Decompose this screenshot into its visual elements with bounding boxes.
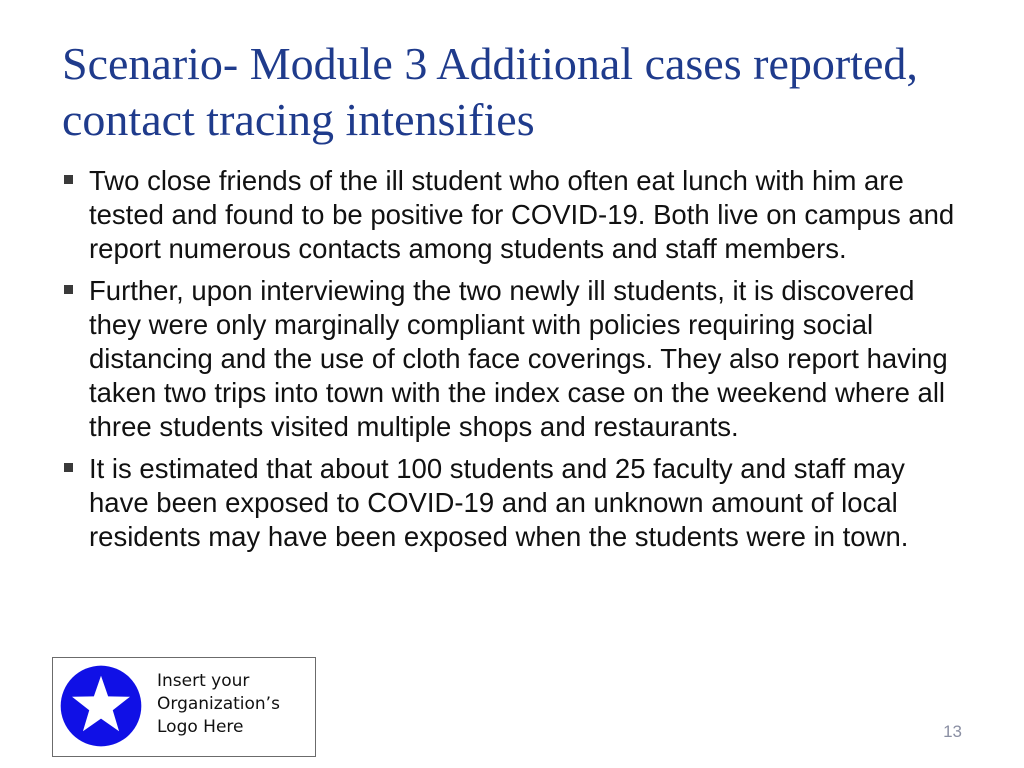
bullet-list xyxy=(62,164,972,562)
logo-caption xyxy=(157,670,307,739)
star-badge-icon xyxy=(59,664,143,748)
bullet-item xyxy=(62,452,972,554)
square-bullet-icon xyxy=(64,175,73,184)
logo-placeholder xyxy=(52,657,316,757)
bullet-item xyxy=(62,274,972,444)
bullet-text: Two close friends of the ill student who often eat lunch with him are tested and found to be positive for COVID-19. Both live on campus and report numerous contacts among students and staff members. xyxy=(89,165,955,264)
square-bullet-icon xyxy=(64,285,73,294)
bullet-text: It is estimated that about 100 students and 25 faculty and staff may have been exposed to COVID-19 and an unknown amount of local residents may have been exposed when the students were in town. xyxy=(89,453,909,552)
slide-title: Scenario- Module 3 Additional cases reported, contact tracing intensifies xyxy=(62,38,918,145)
page-number: 13 xyxy=(943,722,962,741)
logo-caption-line: Insert your xyxy=(157,671,250,691)
logo-caption-line: Organization’s xyxy=(157,694,280,714)
bullet-text: Further, upon interviewing the two newly ill students, it is discovered they were only marginally compliant with policies requiring social distancing and the use of cloth face coverings. They also report having taken two trips into town with the index case on the weekend where all three students visited multiple shops and restaurants. xyxy=(89,275,948,442)
logo-caption-line: Logo Here xyxy=(157,717,244,737)
square-bullet-icon xyxy=(64,463,73,472)
bullet-item xyxy=(62,164,972,266)
